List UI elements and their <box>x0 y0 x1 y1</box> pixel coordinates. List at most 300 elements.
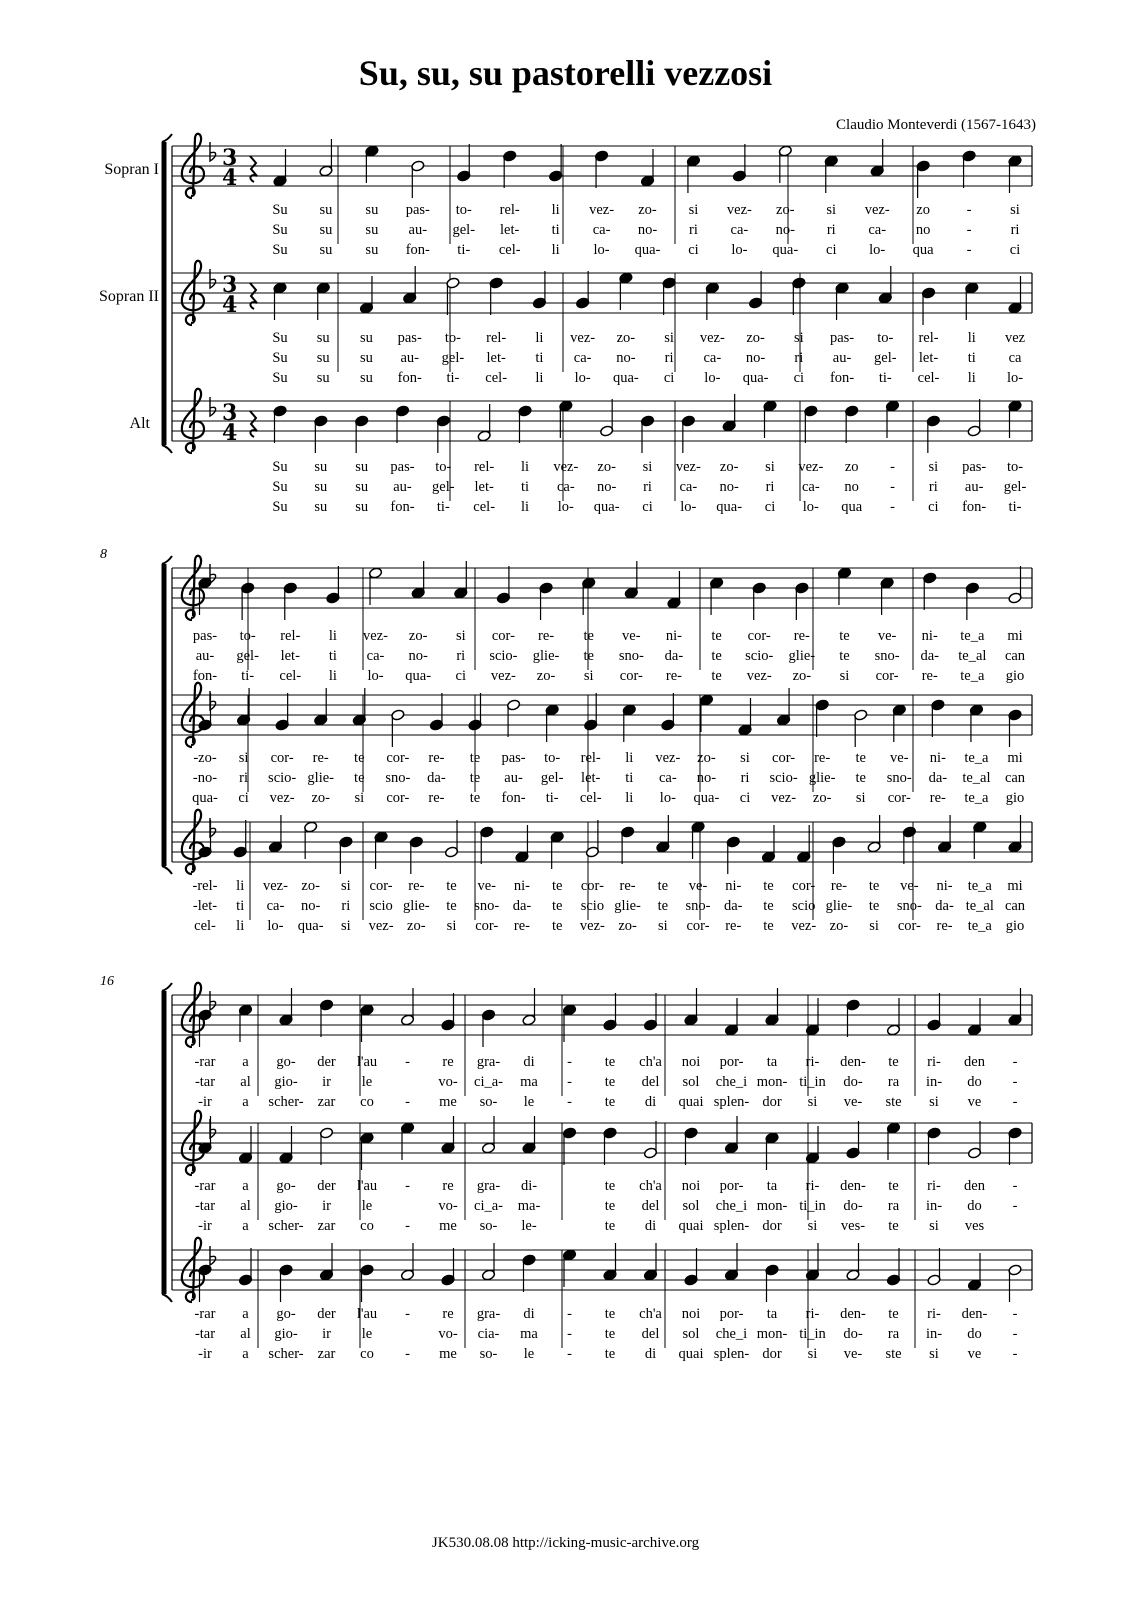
lyric-syllable: ca- <box>868 222 887 238</box>
lyric-syllable: ve- <box>688 878 708 894</box>
lyric-syllable: to- <box>239 628 256 644</box>
lyric-syllable: te <box>763 918 774 934</box>
lyric-syllable: te <box>604 1218 616 1234</box>
lyric-syllable: ma <box>520 1326 538 1342</box>
lyric-syllable: ri <box>740 770 750 786</box>
lyric-syllable: ci <box>793 370 805 386</box>
lyric-syllable: te <box>446 898 457 914</box>
lyric-syllable: te <box>868 878 880 894</box>
lyric-syllable: ci <box>642 499 653 515</box>
lyric-syllable: si <box>807 1094 818 1110</box>
lyric-syllable: zo- <box>792 668 812 684</box>
lyric-syllable: Su <box>272 242 288 258</box>
lyric-syllable: let- <box>500 222 520 238</box>
lyric-syllable: le <box>523 1094 535 1110</box>
lyric-syllable: ve <box>967 1094 982 1110</box>
lyric-syllable: mi <box>1007 750 1023 766</box>
lyric-syllable: li <box>535 330 544 346</box>
lyric-syllable: ni- <box>513 878 531 894</box>
lyric-syllable: me <box>439 1346 457 1362</box>
lyric-syllable: noi <box>681 1178 701 1194</box>
lyric-syllable: zo- <box>408 628 428 644</box>
lyric-syllable: ri <box>689 222 698 238</box>
lyric-syllable: ti- <box>446 370 460 386</box>
lyric-syllable: li <box>967 330 976 346</box>
lyric-syllable: scio- <box>745 648 774 664</box>
lyric-syllable: ti- <box>545 790 559 806</box>
lyric-syllable: den <box>964 1178 985 1194</box>
lyric-syllable: lo- <box>802 499 819 515</box>
lyric-syllable: - <box>1012 1074 1018 1090</box>
lyric-syllable: ca- <box>366 648 385 664</box>
lyric-syllable: si <box>855 790 866 806</box>
lyric-syllable: noi <box>681 1306 701 1322</box>
lyric-syllable: zo- <box>746 330 765 346</box>
svg-text:4: 4 <box>222 292 238 318</box>
lyric-syllable: te <box>583 648 594 664</box>
lyric-syllable: ti <box>967 350 976 366</box>
lyric-syllable: ni- <box>936 878 953 894</box>
lyric-syllable: te <box>354 750 365 766</box>
lyric-syllable: - <box>966 202 972 218</box>
lyric-syllable: ri- <box>927 1054 941 1070</box>
lyric-syllable: te <box>839 648 850 664</box>
lyric-syllable: do <box>967 1198 982 1214</box>
lyric-syllable: su <box>314 499 328 515</box>
lyric-syllable: te <box>711 668 722 684</box>
lyric-syllable: gel- <box>452 222 476 238</box>
svg-text:3: 3 <box>222 145 238 171</box>
lyric-syllable: si <box>869 918 879 934</box>
lyric-syllable: rel- <box>499 202 520 218</box>
lyric-syllable: den- <box>840 1306 866 1322</box>
lyric-syllable: ni- <box>665 628 682 644</box>
lyric-syllable: ste <box>885 1346 902 1362</box>
lyric-syllable: sol <box>682 1074 700 1090</box>
lyric-syllable: ri <box>765 479 775 495</box>
lyric-syllable: te <box>551 918 563 934</box>
lyric-syllable: qua- <box>742 370 769 386</box>
lyric-syllable: re- <box>665 668 682 684</box>
lyric-syllable: mi <box>1007 628 1023 644</box>
lyric-syllable: - <box>567 1074 572 1090</box>
lyric-syllable: a <box>242 1346 249 1362</box>
lyric-syllable: der <box>317 1306 336 1322</box>
lyric-syllable: pas- <box>405 202 430 218</box>
lyric-syllable: ti- <box>878 370 892 386</box>
lyric-syllable: le <box>361 1074 373 1090</box>
lyric-syllable: fon- <box>397 370 422 386</box>
lyric-syllable: ir <box>322 1326 331 1342</box>
lyric-syllable: te <box>855 750 866 766</box>
lyric-syllable: ve <box>967 1346 982 1362</box>
lyric-syllable: ti- <box>1008 499 1022 515</box>
lyric-syllable: fon- <box>390 499 415 515</box>
lyric-syllable: si <box>583 668 594 684</box>
lyric-syllable: si <box>455 628 466 644</box>
lyric-syllable: let- <box>474 479 494 495</box>
lyric-syllable: - <box>890 499 895 515</box>
lyric-syllable: co <box>360 1346 374 1362</box>
lyric-syllable: - <box>1012 1178 1018 1194</box>
lyric-syllable: do- <box>843 1198 863 1214</box>
lyric-syllable: scio- <box>268 770 297 786</box>
lyric-syllable: - <box>405 1054 410 1070</box>
lyric-syllable: den- <box>961 1306 988 1322</box>
lyric-syllable: mon- <box>756 1326 788 1342</box>
lyric-syllable: can <box>1004 898 1026 914</box>
lyric-syllable: zo- <box>536 668 556 684</box>
lyric-syllable: a <box>242 1306 249 1322</box>
lyric-syllable: ci <box>1009 242 1021 258</box>
lyric-syllable: del <box>641 1326 660 1342</box>
lyric-syllable: gel- <box>432 479 455 495</box>
lyric-syllable: gra- <box>476 1178 501 1194</box>
lyric-syllable: -zo- <box>193 750 217 766</box>
lyric-syllable: re- <box>428 750 445 766</box>
lyric-syllable: te <box>604 1326 616 1342</box>
lyric-syllable: ve- <box>843 1094 863 1110</box>
lyric-syllable: fon- <box>192 668 218 684</box>
lyric-syllable: vez- <box>368 918 394 934</box>
lyric-syllable: can <box>1004 770 1026 786</box>
lyric-syllable: lo- <box>367 668 384 684</box>
lyric-syllable: te <box>711 648 722 664</box>
lyric-syllable: no- <box>408 648 428 664</box>
lyric-syllable: glie- <box>307 770 334 786</box>
footer-source: JK530.08.08 http://icking-music-archive.org <box>431 1535 700 1551</box>
lyric-syllable: cor- <box>887 790 911 806</box>
lyric-syllable: cel- <box>279 668 302 684</box>
voice-label-sopran-2: Sopran II <box>99 288 159 305</box>
lyric-syllable: su <box>360 370 373 386</box>
lyric-syllable: di <box>523 1306 535 1322</box>
lyric-syllable: re- <box>793 628 810 644</box>
lyric-syllable: qua- <box>405 668 432 684</box>
staff-s3-v1 <box>172 983 1032 1096</box>
lyric-syllable: ci <box>928 499 939 515</box>
lyric-syllable: gra- <box>476 1306 501 1322</box>
lyric-syllable: Su <box>272 370 288 386</box>
lyric-syllable: zo- <box>616 330 636 346</box>
lyric-syllable: su <box>314 459 328 475</box>
lyric-syllable: fon- <box>501 790 526 806</box>
lyric-syllable: re- <box>312 750 329 766</box>
lyric-syllable: zo- <box>311 790 330 806</box>
lyric-syllable: lo- <box>557 499 574 515</box>
lyric-syllable: zo- <box>776 202 795 218</box>
lyric-syllable: qua- <box>693 790 720 806</box>
lyric-syllable: te <box>604 1054 616 1070</box>
lyric-syllable: cor- <box>369 878 393 894</box>
lyric-syllable: scio <box>580 898 605 914</box>
composer-credit: Claudio Monteverdi (1567-1643) <box>836 117 1036 133</box>
lyric-syllable: da- <box>928 770 948 786</box>
lyric-syllable: mi <box>1007 878 1023 894</box>
lyric-syllable: gel- <box>441 350 465 366</box>
lyric-syllable: del <box>641 1074 660 1090</box>
lyric-syllable: no- <box>719 479 739 495</box>
lyric-syllable: te <box>763 878 774 894</box>
lyric-syllable: scio <box>792 898 816 914</box>
lyric-syllable: ti <box>236 898 245 914</box>
lyric-syllable: ca- <box>266 898 285 914</box>
lyric-syllable: zo <box>916 202 930 218</box>
lyric-syllable: l'au <box>356 1178 378 1194</box>
lyric-syllable: no- <box>596 479 617 495</box>
lyric-syllable: te <box>888 1218 899 1234</box>
lyric-syllable: ca- <box>801 479 820 495</box>
lyric-syllable: qua- <box>772 242 799 258</box>
lyric-syllable: da- <box>664 648 684 664</box>
lyric-syllable: to- <box>544 750 561 766</box>
lyric-syllable: pas- <box>390 459 415 475</box>
lyric-syllable: si <box>341 918 351 934</box>
lyric-syllable: te <box>657 878 669 894</box>
lyric-syllable: cor- <box>772 750 796 766</box>
system-2 <box>162 556 1032 920</box>
lyric-syllable: si <box>642 459 653 475</box>
lyric-syllable: vez- <box>726 202 752 218</box>
lyric-syllable: pas- <box>192 628 218 644</box>
lyric-syllable: si <box>839 668 850 684</box>
lyric-syllable: al <box>240 1198 251 1214</box>
lyric-syllable: te <box>711 628 722 644</box>
lyric-syllable: vo- <box>438 1326 458 1342</box>
lyric-syllable: rel- <box>918 330 939 346</box>
lyric-syllable: no- <box>637 222 658 238</box>
lyric-syllable: glie- <box>825 898 853 914</box>
lyric-syllable: si <box>929 1218 939 1234</box>
lyric-syllable: te <box>888 1178 899 1194</box>
lyric-syllable: gel- <box>540 770 564 786</box>
lyric-syllable: re- <box>936 918 953 934</box>
lyric-syllable: vez- <box>771 790 797 806</box>
lyric-syllable: ta <box>766 1178 778 1194</box>
lyric-syllable: te <box>604 1346 616 1362</box>
lyric-syllable: vez- <box>675 459 701 475</box>
lyric-syllable: lo- <box>731 242 748 258</box>
lyric-syllable: cel- <box>473 499 496 515</box>
lyric-syllable: scio- <box>769 770 798 786</box>
lyric-syllable: gio- <box>274 1198 298 1214</box>
lyric-syllable: me <box>439 1218 457 1234</box>
lyric-syllable: te <box>469 790 481 806</box>
lyric-syllable: te <box>469 770 481 786</box>
lyric-syllable: zo- <box>812 790 832 806</box>
lyric-syllable: lo- <box>869 242 886 258</box>
lyric-syllable: do- <box>843 1326 863 1342</box>
lyric-syllable: fon- <box>829 370 855 386</box>
lyric-syllable: di <box>644 1346 657 1362</box>
lyric-syllable: al <box>240 1326 251 1342</box>
lyric-syllable: vez- <box>553 459 579 475</box>
lyric-syllable: - <box>405 1178 410 1194</box>
lyric-syllable: sol <box>682 1198 700 1214</box>
lyric-syllable: ni- <box>725 878 742 894</box>
lyric-syllable: di- <box>520 1178 538 1194</box>
lyric-syllable: te <box>604 1198 616 1214</box>
lyric-syllable: ca- <box>730 222 749 238</box>
lyric-syllable: Su <box>272 330 288 346</box>
lyric-syllable: qua- <box>634 242 661 258</box>
lyric-syllable: da- <box>427 770 446 786</box>
lyric-syllable: lo- <box>704 370 721 386</box>
lyric-syllable: pas- <box>501 750 526 766</box>
voice-label-alt: Alt <box>129 415 150 432</box>
lyric-syllable: - <box>567 1306 572 1322</box>
lyric-syllable: ir <box>322 1198 331 1214</box>
lyric-syllable: -rel- <box>192 878 218 894</box>
lyric-syllable: - <box>405 1094 410 1110</box>
lyric-syllable: si <box>740 750 750 766</box>
lyric-syllable: vez- <box>746 668 772 684</box>
lyric-syllable: au- <box>393 479 412 495</box>
lyric-syllable: dor <box>762 1094 782 1110</box>
lyric-syllable: che_i <box>715 1198 748 1214</box>
lyric-syllable: mon- <box>756 1198 788 1214</box>
lyric-syllable: qua <box>912 242 934 258</box>
lyric-syllable: ti- <box>436 499 450 515</box>
lyric-syllable: ch'a <box>639 1178 662 1194</box>
lyric-syllable: ra <box>887 1074 900 1090</box>
lyric-syllable: ri <box>794 350 804 366</box>
lyric-syllable: gio <box>1005 790 1025 806</box>
lyric-syllable: te <box>551 878 563 894</box>
lyric-syllable: no- <box>616 350 636 366</box>
lyric-syllable: - <box>405 1306 410 1322</box>
lyric-syllable: ri- <box>805 1178 820 1194</box>
lyric-syllable: so- <box>479 1346 498 1362</box>
lyric-syllable: pas- <box>829 330 855 346</box>
lyric-syllable: si <box>1010 202 1020 218</box>
lyric-syllable: - <box>1012 1346 1018 1362</box>
lyric-syllable: vez- <box>363 628 388 644</box>
lyric-syllable: -tar <box>194 1198 216 1214</box>
lyric-syllable: vez- <box>864 202 890 218</box>
lyric-syllable: au- <box>832 350 852 366</box>
lyric-syllable: ri- <box>805 1306 820 1322</box>
lyric-syllable: can <box>1004 648 1026 664</box>
lyric-syllable: - <box>1012 1054 1018 1070</box>
lyric-syllable: cel- <box>485 370 508 386</box>
system-3 <box>162 983 1032 1348</box>
lyric-syllable: ri- <box>805 1054 820 1070</box>
lyric-syllable: cor- <box>386 790 410 806</box>
lyric-syllable: ri <box>1010 222 1020 238</box>
lyric-syllable: te <box>657 898 669 914</box>
lyric-syllable: di <box>523 1054 535 1070</box>
lyric-syllable: -no- <box>192 770 218 786</box>
lyric-syllable: li <box>551 202 560 218</box>
lyric-syllable: glie- <box>403 898 430 914</box>
lyric-syllable: si <box>657 918 668 934</box>
lyric-syllable: splen- <box>713 1218 750 1234</box>
lyric-syllable: li <box>551 242 560 258</box>
lyric-syllable: vez- <box>579 918 605 934</box>
lyric-syllable: ri <box>664 350 674 366</box>
lyric-syllable: te <box>604 1094 616 1110</box>
lyric-syllable: te_a <box>964 790 989 806</box>
lyric-syllable: l'au <box>356 1054 378 1070</box>
lyric-syllable: vo- <box>438 1074 458 1090</box>
lyric-syllable: gel- <box>236 648 259 664</box>
lyric-syllable: cor- <box>897 918 921 934</box>
lyric-syllable: scher- <box>268 1094 304 1110</box>
lyric-syllable: -let- <box>192 898 218 914</box>
lyric-syllable: si <box>928 459 939 475</box>
lyric-syllable: ri- <box>927 1306 941 1322</box>
lyric-syllable: - <box>890 479 895 495</box>
lyric-syllable: ve- <box>890 750 909 766</box>
lyric-syllable: ni- <box>929 750 946 766</box>
lyric-syllable: - <box>966 242 972 258</box>
lyric-syllable: al <box>240 1074 251 1090</box>
lyric-syllable: le- <box>521 1218 537 1234</box>
lyric-syllable: si <box>664 330 674 346</box>
lyric-syllable: rel- <box>474 459 495 475</box>
lyric-syllable: au- <box>400 350 419 366</box>
lyric-syllable: -rar <box>194 1306 216 1322</box>
lyric-syllable: su <box>355 459 369 475</box>
lyric-syllable: por- <box>719 1306 744 1322</box>
lyric-syllable: vez- <box>490 668 516 684</box>
lyric-syllable: vez- <box>791 918 817 934</box>
lyric-syllable: - <box>567 1326 572 1342</box>
lyric-syllable: pas- <box>962 459 987 475</box>
lyric-syllable: lo- <box>1006 370 1024 386</box>
lyric-syllable: qua- <box>593 499 620 515</box>
lyric-syllable: vez- <box>570 330 596 346</box>
lyric-syllable: do <box>967 1326 982 1342</box>
lyric-syllable: ti <box>328 648 337 664</box>
lyric-syllable: qua- <box>612 370 639 386</box>
lyric-syllable: cor- <box>747 628 771 644</box>
lyric-syllable: ca- <box>703 350 722 366</box>
lyric-syllable: qua- <box>192 790 218 806</box>
lyric-syllable: su <box>360 350 373 366</box>
lyric-syllable: dor <box>762 1218 782 1234</box>
lyric-syllable: do <box>967 1074 982 1090</box>
lyric-syllable: to- <box>435 459 452 475</box>
lyric-syllable: si <box>238 750 249 766</box>
measure-number-8: 8 <box>100 547 107 562</box>
lyric-syllable: te <box>469 750 481 766</box>
lyric-syllable: ci <box>739 790 751 806</box>
lyric-syllable: let- <box>918 350 939 366</box>
page-title: Su, su, su pastorelli vezzosi <box>358 53 773 93</box>
lyric-syllable: in- <box>925 1074 943 1090</box>
lyric-syllable: ma <box>520 1074 538 1090</box>
lyric-syllable: Su <box>272 479 288 495</box>
lyric-syllable: re- <box>513 918 530 934</box>
lyric-syllable: lo- <box>659 790 676 806</box>
lyric-syllable: in- <box>925 1198 943 1214</box>
lyric-syllable: le <box>361 1198 373 1214</box>
lyric-syllable: lo- <box>574 370 591 386</box>
lyric-syllable: a <box>242 1178 249 1194</box>
lyric-syllable: su <box>355 499 369 515</box>
lyric-syllable: go- <box>276 1178 296 1194</box>
lyric-syllable: te <box>888 1306 899 1322</box>
lyric-syllable: vez- <box>589 202 615 218</box>
lyric-syllable: si <box>341 878 351 894</box>
lyric-syllable: ca- <box>592 222 611 238</box>
svg-text:4: 4 <box>222 165 238 191</box>
lyric-syllable: Su <box>272 222 288 238</box>
lyric-syllable: li <box>520 459 530 475</box>
lyric-syllable: te <box>604 1306 616 1322</box>
